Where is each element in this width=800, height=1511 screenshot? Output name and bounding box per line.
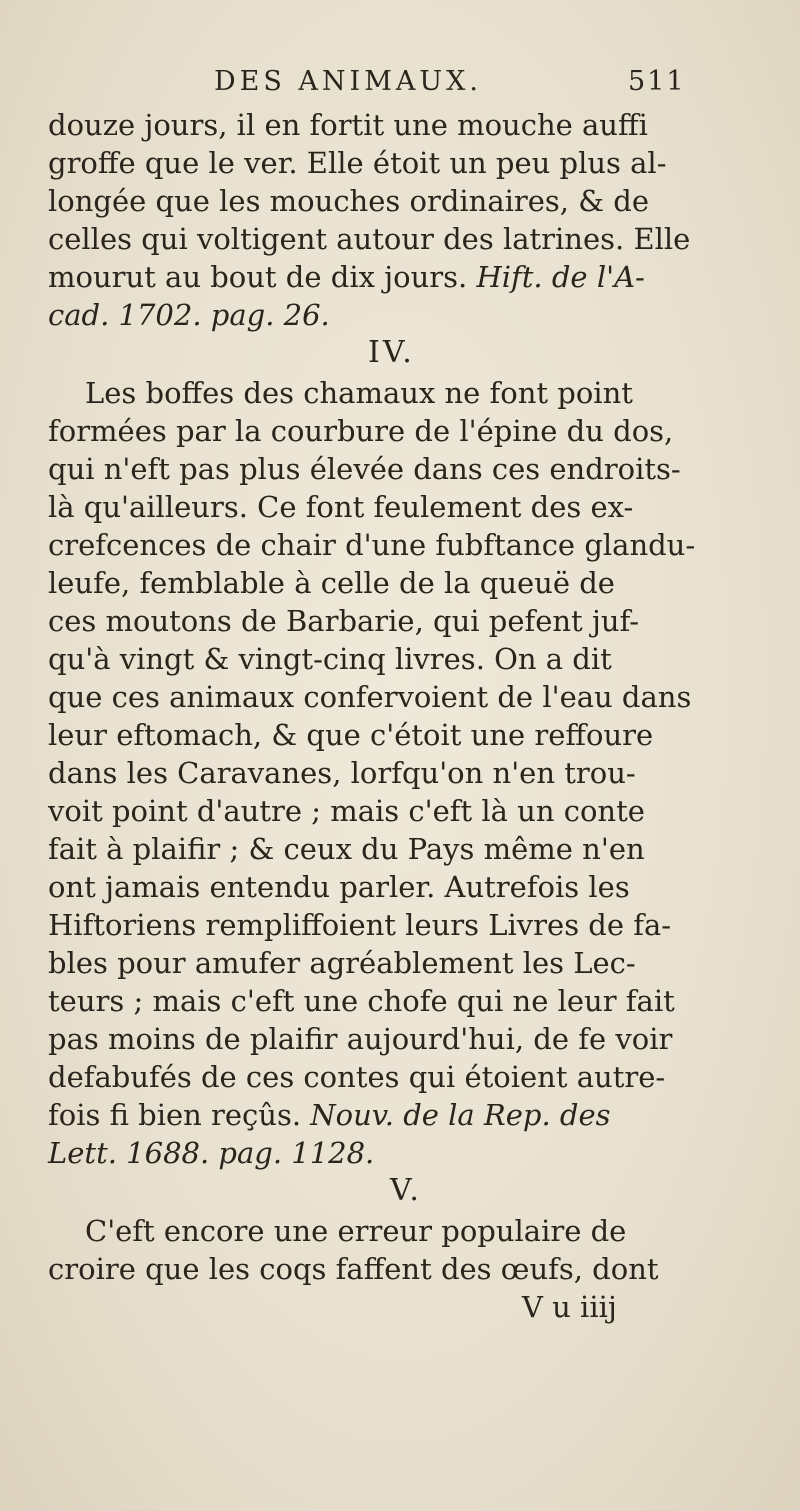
text-line: ces moutons de Barbarie, qui pefent juf- <box>48 604 640 638</box>
paragraph-first-line: Les boffes des chamaux ne font point <box>85 376 633 410</box>
text-line: bles pour amufer agréablement les Lec- <box>48 946 636 980</box>
text-line: crefcences de chair d'une fubftance glandu- <box>48 528 696 562</box>
text-line: dans les Caravanes, lorfqu'on n'en trou- <box>48 756 636 790</box>
text-line: defabufés de ces contes qui étoient autre- <box>48 1060 666 1094</box>
text-line: groffe que le ver. Elle étoit un peu plus al- <box>48 146 667 180</box>
page-header <box>0 66 800 110</box>
text-line: croire que les coqs faffent des œufs, dont <box>48 1252 659 1286</box>
text-line: fois fi bien reçûs. <box>48 1098 302 1132</box>
text-line: qui n'eft pas plus élevée dans ces endroits- <box>48 452 681 486</box>
text-line: longée que les mouches ordinaires, & de <box>48 184 649 218</box>
text-line: ont jamais entendu parler. Autrefois les <box>48 870 630 904</box>
text-line: mourut au bout de dix jours. <box>48 260 468 294</box>
citation-italic: Nouv. de la Rep. des <box>310 1098 611 1132</box>
text-line: fait à plaifir ; & ceux du Pays même n'en <box>48 832 645 866</box>
text-line: qu'à vingt & vingt-cinq livres. On a dit <box>48 642 612 676</box>
citation-italic: Hift. de l'A- <box>476 260 645 294</box>
running-head: DES ANIMAUX. <box>214 66 482 97</box>
text-line: que ces animaux confervoient de l'eau dans <box>48 680 692 714</box>
text-line: douze jours, il en fortit une mouche auffi <box>48 108 648 142</box>
text-line: voit point d'autre ; mais c'eft là un conte <box>48 794 645 828</box>
text-line: leufe, femblable à celle de la queuë de <box>48 566 615 600</box>
text-line-with-citation <box>48 258 645 296</box>
text-line: leur eftomach, & que c'étoit une reffoure <box>48 718 654 752</box>
citation-line: cad. 1702. pag. 26. <box>48 298 330 332</box>
text-line: celles qui voltigent autour des latrines. Elle <box>48 222 691 256</box>
text-line: Hiftoriens rempliffoient leurs Livres de fa- <box>48 908 672 942</box>
text-line: là qu'ailleurs. Ce font feulement des ex- <box>48 490 634 524</box>
section-number: IV. <box>368 335 415 370</box>
paragraph-first-line: C'eft encore une erreur populaire de <box>85 1214 627 1248</box>
text-line: teurs ; mais c'eft une chofe qui ne leur fait <box>48 984 675 1018</box>
section-number: V. <box>390 1173 422 1208</box>
citation-line: Lett. 1688. pag. 1128. <box>48 1136 375 1170</box>
text-line: pas moins de plaifir aujourd'hui, de fe voir <box>48 1022 673 1056</box>
catchword: V u iiij <box>522 1290 617 1324</box>
page-number: 511 <box>628 66 686 97</box>
text-line-with-citation <box>48 1096 611 1134</box>
text-line: formées par la courbure de l'épine du dos, <box>48 414 674 448</box>
